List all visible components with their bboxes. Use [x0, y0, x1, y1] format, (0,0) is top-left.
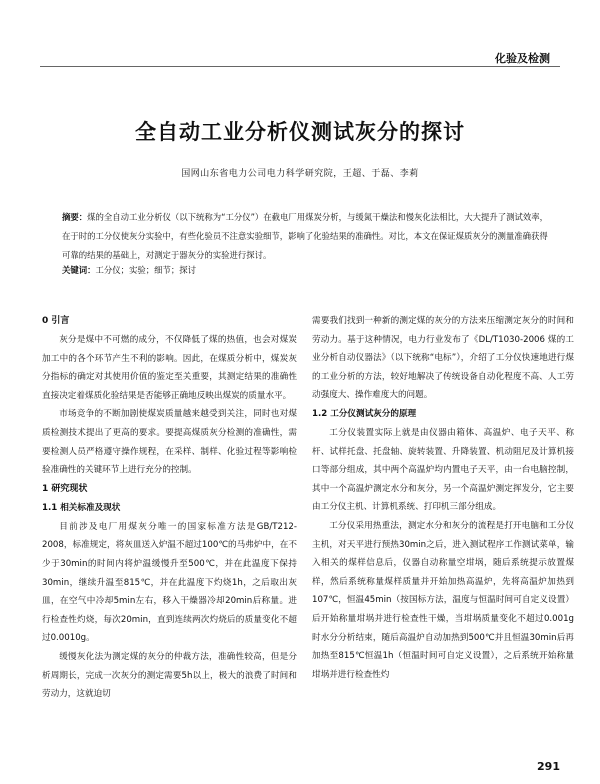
- article-title: 全自动工业分析仪测试灰分的探讨: [135, 119, 465, 144]
- keywords-label: 关键词：: [62, 265, 96, 275]
- subheading-standards: 1.1 相关标准及现状: [42, 502, 121, 513]
- paragraph: 工分仪采用热重法，测定水分和灰分的流程是打开电脑和工分仪主机，对天平进行预热30min之后，进入测试程序工作测试菜单，输入相关的煤样信息后，仪器自动称量空坩埚，随后系统提示放置煤样，然后系统称量煤样质量并开始加热高温炉，先将高温炉加热到107℃，恒温45min（按国标方法，温度与恒温时间可自定义设置）后开始称量坩埚并进行检查性干燥，当坩埚质量变化不超过0.001g时水分分析结束，随后高温炉自动加热到500℃并且恒温30min后再加热至815℃恒温1h（恒温时间可自定义设置），之后系统开始称量坩埚并进行检查性灼: [312, 520, 574, 680]
- abstract: [62, 208, 552, 266]
- paragraph: 需要我们找到一种新的测定煤的灰分的方法来压缩测定灰分的时间和劳动力。基于这种情况，电力行业发布了《DL/T1030-2006 煤的工业分析自动仪器法》（以下统称“电标”），介绍了工分仪快速地进行煤的工业分析的方法，较好地解决了传统设备自动化程度不高、人工劳动强度大、操作难度大的问题。: [312, 316, 574, 401]
- paragraph: 工分仪装置实际上就是由仪器由箱体、高温炉、电子天平、称杆、试样托盘、托盘轴、旋转装置、升降装置、机动阻尼及计算机接口等部分组成，其中两个高温炉均内置电子天平，由一台电脑控制，其中一个高温炉测定水分和灰分，另一个高温炉测定挥发分，它主要由工分仪主机、计算机系统、打印机三部分组成。: [312, 427, 574, 513]
- left-column: [42, 312, 297, 704]
- subheading-principle: 1.2 工分仪测试灰分的原理: [312, 408, 417, 419]
- heading-introduction: 0 引言: [42, 316, 70, 326]
- header-rule: [40, 66, 560, 67]
- keywords: [62, 262, 196, 278]
- section-tag: 化验及检测: [495, 52, 550, 65]
- paragraph: 市场竞争的不断加剧使煤炭质量越来越受到关注，同时也对煤质检测技术提出了更高的要求。要提高煤质灰分检测的准确性，需要检测人员严格遵守操作规程，在采样、制样、化验过程等影响检验准确性的关键环节上进行充分的控制。: [42, 409, 297, 476]
- right-column: [312, 312, 574, 684]
- keywords-text: 工分仪；实验；细节；探讨: [95, 265, 196, 275]
- abstract-text: 煤的全自动工业分析仪（以下统称为“工分仪”）在截电厂用煤炭分析，与缓氮干燥法和慢灰化法相比，大大提升了测试效率，在于时的工分仪使灰分实验中，有些化验员不注意实验细节，影响了化验结果的准确性。对比，本文在保证煤质灰分的测量准确获得可靠的结果的基础上，对测定于器灰分的实验进行探讨。: [62, 212, 549, 261]
- page-number: 291: [537, 760, 560, 773]
- article-authors: 国网山东省电力公司电力科学研究院，王超、于磊、李莉: [181, 169, 419, 179]
- paragraph: 目前涉及电厂用煤灰分唯一的国家标准方法是GB/T212-2008，标准规定，将灰皿送入炉温不超过100℃的马弗炉中，在不少于30min的时间内将炉温缓慢升至500℃，并在此温度下保持30min，继续升温至815℃，并在此温度下灼烧1h，之后取出灰皿，在空气中冷却5min左右，移入干燥器冷却20min后称量。进行检查性灼烧，每次20min，直到连续两次灼烧后的质量变化不超过0.0010g。: [42, 521, 297, 644]
- heading-research-status: 1 研究现状: [42, 483, 88, 494]
- abstract-label: 摘要：: [62, 212, 88, 222]
- paragraph: 灰分是煤中不可燃的成分，不仅降低了煤的热值，也会对煤炭加工中的各个环节产生不利的影响。因此，在煤质分析中，煤炭灰分指标的确定对其使用价值的鉴定至关重要，其测定结果的准确性直接决定着煤质化验结果是否能够正确地反映出煤炭的质量水平。: [42, 335, 297, 401]
- paragraph: 缓慢灰化法为测定煤的灰分的仲裁方法，准确性较高，但是分析周期长，完成一次灰分的测定需要5h以上，极大的浪费了时间和劳动力，这就迫切: [42, 651, 297, 700]
